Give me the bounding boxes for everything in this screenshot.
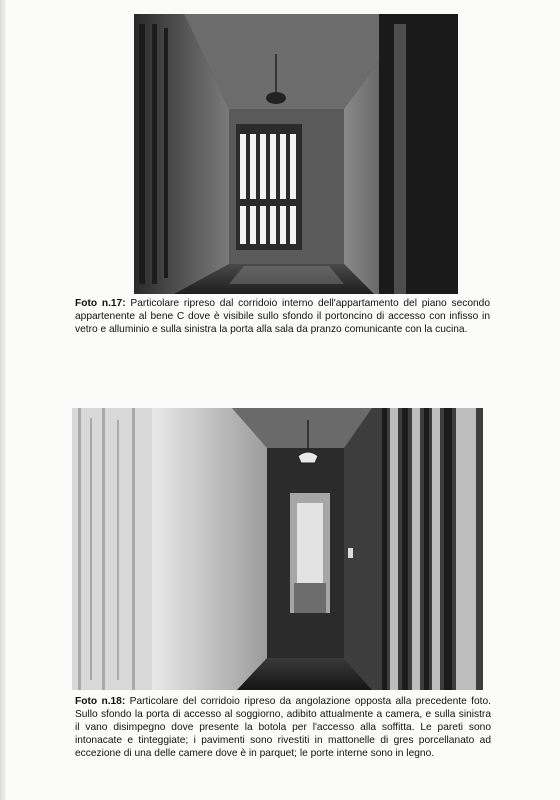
photo-17-caption [75, 297, 490, 336]
photo-18-label: Foto n.18: [75, 696, 126, 707]
photo-17-label: Foto n.17: [75, 298, 126, 309]
scan-edge [0, 0, 6, 800]
photo-18-corridor [72, 408, 483, 690]
photo-17-corridor [134, 14, 458, 294]
photo-18-caption [75, 695, 491, 760]
photo-18-caption-text: Particolare del corridoio ripreso da angolazione opposta alla precedente foto. Sullo sfondo la porta di accesso al soggiorno, adibito attualmente a camera, e sulla sinistra il vano disimpegno dove presente la botola per l'accesso alla soffitta. Le pareti sono intonacate e tinteggiate; i pavimenti sono rivestiti in mattonelle di gres porcellanato ad eccezione di una delle camere dove è in parquet; le porte interne sono in legno. [75, 696, 491, 759]
photo-17-caption-text: Particolare ripreso dal corridoio interno dell'appartamento del piano secondo appartenente al bene C dove è visibile sullo sfondo il portoncino di accesso con infisso in vetro e alluminio e sulla sinistra la porta alla sala da pranzo comunicante con la cucina. [75, 298, 490, 335]
